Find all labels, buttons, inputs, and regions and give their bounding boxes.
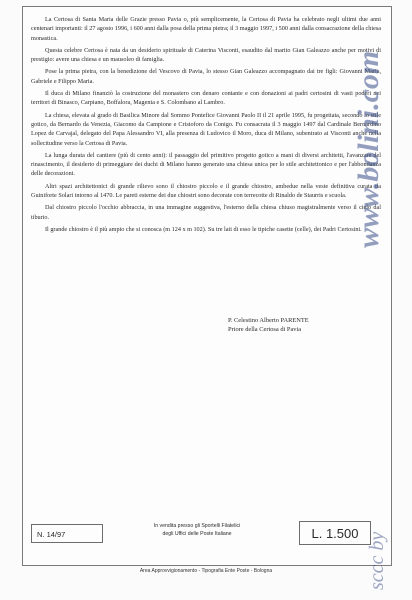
signature-name: P. Celestino Alberto PARENTE (228, 317, 309, 324)
printer-credit: Area Approvvigionamento - Tipografia Ente Poste - Bologna (139, 568, 273, 574)
bulletin-sheet (22, 6, 392, 566)
sale-line-2: degli Uffici delle Poste Italiane (162, 531, 232, 537)
bulletin-body (31, 15, 381, 237)
paragraph: Altri spazi architettonici di grande rilievo sono il chiostro piccolo e il grande chiostro, ambedue nella veste definitiva curata da Guiniforte Solari intorno al 1470. Le pareti esterne dei due chiostri sono decorate con terrecotte di Rinaldo de Staurris e scuola. (31, 182, 381, 200)
footer-row (23, 515, 391, 555)
paragraph: Questa celebre Certosa è nata da un desiderio spirituale di Caterina Visconti, esaudito dal marito Gian Galeazzo anche per motivi di prestigio: avere una chiesa e un mausoleo di famiglia. (31, 46, 381, 64)
bulletin-number: N. 14/97 (31, 524, 103, 543)
paragraph: La chiesa, elevata al grado di Basilica Minore dal Sommo Pontefice Giovanni Paolo II il 21 aprile 1995, fu progettata, secondo lo stile gotico, da Bernardo da Venezia, Giacomo da Campione e Cristoforo da Conigo. Fu consacrata il 3 maggio 1497 dal Cardinale Bernardino Lopez de Carvajal, delegato del Papa Alessandro VI, alla presenza di Ludovico il Moro, duca di Milano, subentrato ai Visconti anche nella sollecitudine verso la Certosa di Pavia. (31, 111, 381, 147)
watermark-secondary: sccc by (366, 531, 388, 590)
signature-block (228, 316, 388, 335)
paragraph: Pose la prima pietra, con la benedizione del Vescovo di Pavia, lo stesso Gian Galeazzo accompagnato dai tre figli: Giovanni Maria, Gabriele e Filippo Maria. (31, 68, 381, 85)
paragraph: Dal chiostro piccolo l'occhio abbraccia, in una immagine suggestiva, l'esterno della chiesa chiuso magistralmente verso il cielo dal tiburio. (31, 204, 381, 221)
paragraph: Il grande chiostro è il più ampio che si conosca (m 124 x m 102). Su tre lati di esso le tipiche casette (celle), dei Padri Certosini. (45, 225, 362, 233)
price-box: L. 1.500 (299, 521, 371, 545)
paragraph: Il duca di Milano finanziò la costruzione del monastero con denaro contante e con donazioni ai padri certosini di vasti poderi nei territori di Binasco, Carpiano, Boffalora, Magenta e S. Colombano al Lambro. (31, 90, 381, 107)
sale-notice (129, 522, 265, 538)
sale-line-1: In vendita presso gli Sportelli Filatelici (153, 523, 241, 529)
paragraph: La Certosa di Santa Maria delle Grazie presso Pavia o, più semplicemente, la Certosa di Pavia ha celebrato negli ultimi due anni centenari importanti: il 27 agosto 1996, i 600 anni dalla posa della prima pietra; il 3 maggio 1997, i 500 anni dalla consacrazione della chiesa monastica. (31, 16, 381, 42)
signature-title: Priore della Certosa di Pavia (228, 326, 302, 334)
watermark-text: www.bolini.com (352, 50, 385, 248)
paragraph: La lunga durata del cantiere (più di cento anni): il passaggio del primitivo progetto gotico a mani di diversi architetti, l'avanzare del rinascimento, il desiderio di primeggiare dei duchi di Milano hanno generato una chiesa unica per lo stile architettonico e per l'abbondanza delle decorazioni. (31, 151, 381, 178)
